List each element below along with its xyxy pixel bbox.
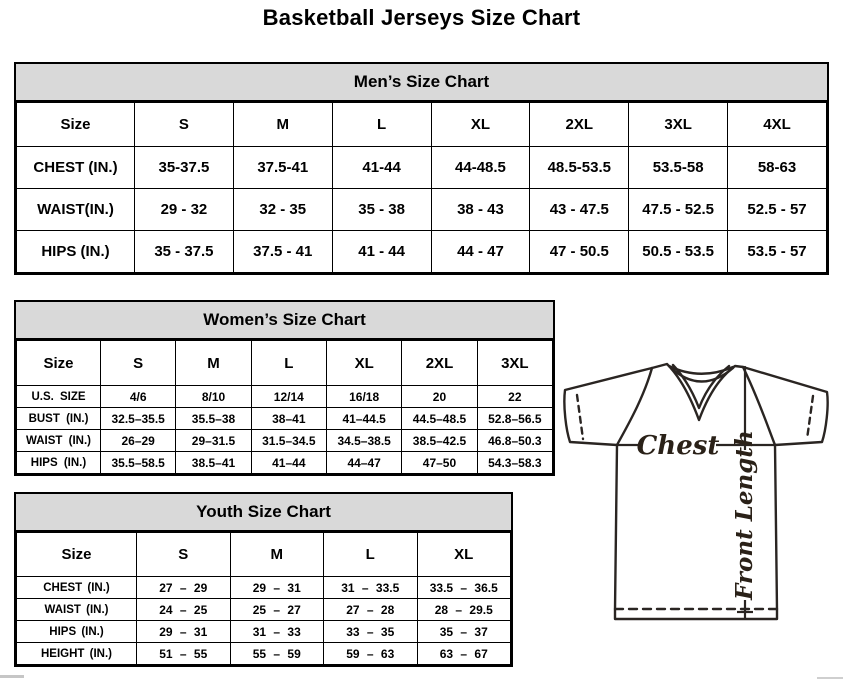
youth-cell: 31 – 33 (230, 621, 324, 643)
womens-cell: 35.5–38 (176, 408, 251, 430)
mens-row (17, 147, 827, 189)
mens-cell: 58-63 (728, 147, 827, 189)
mens-cell: 35 - 38 (332, 189, 431, 231)
womens-column-header: 2XL (402, 341, 477, 386)
youth-column-header: XL (417, 533, 511, 577)
mens-cell: 37.5-41 (233, 147, 332, 189)
womens-cell: 4/6 (101, 386, 176, 408)
womens-header-row (17, 341, 553, 386)
womens-column-header: M (176, 341, 251, 386)
womens-chart-title: Women’s Size Chart (16, 302, 553, 340)
youth-row-label: HIPS (IN.) (17, 621, 137, 643)
youth-cell: 29 – 31 (230, 577, 324, 599)
womens-cell: 38.5–42.5 (402, 430, 477, 452)
womens-cell: 54.3–58.3 (477, 452, 552, 474)
left-cuff-dashed-line (577, 395, 583, 439)
mens-row (17, 231, 827, 273)
womens-cell: 44.5–48.5 (402, 408, 477, 430)
womens-cell: 26–29 (101, 430, 176, 452)
youth-cell: 27 – 29 (137, 577, 231, 599)
womens-cell: 32.5–35.5 (101, 408, 176, 430)
mens-cell: 37.5 - 41 (233, 231, 332, 273)
youth-row-label: CHEST (IN.) (17, 577, 137, 599)
youth-size-table (16, 532, 511, 665)
mens-column-header: Size (17, 103, 135, 147)
youth-row (17, 599, 511, 621)
youth-cell: 35 – 37 (417, 621, 511, 643)
mens-cell: 44-48.5 (431, 147, 530, 189)
womens-size-table (16, 340, 553, 474)
womens-cell: 44–47 (326, 452, 401, 474)
youth-row (17, 621, 511, 643)
womens-column-header: XL (326, 341, 401, 386)
chest-label: Chest (636, 431, 720, 461)
youth-row (17, 577, 511, 599)
youth-cell: 28 – 29.5 (417, 599, 511, 621)
youth-cell: 63 – 67 (417, 643, 511, 665)
mens-row-label: HIPS (IN.) (17, 231, 135, 273)
womens-cell: 35.5–58.5 (101, 452, 176, 474)
youth-cell: 31 – 33.5 (324, 577, 418, 599)
womens-cell: 31.5–34.5 (251, 430, 326, 452)
womens-row-label: HIPS (IN.) (17, 452, 101, 474)
youth-cell: 29 – 31 (137, 621, 231, 643)
youth-cell: 33.5 – 36.5 (417, 577, 511, 599)
womens-column-header: Size (17, 341, 101, 386)
mens-chart-title: Men’s Size Chart (16, 64, 827, 102)
womens-cell: 22 (477, 386, 552, 408)
youth-row-label: WAIST (IN.) (17, 599, 137, 621)
youth-column-header: M (230, 533, 324, 577)
mens-cell: 47.5 - 52.5 (629, 189, 728, 231)
mens-cell: 41 - 44 (332, 231, 431, 273)
mens-column-header: L (332, 103, 431, 147)
mens-header-row (17, 103, 827, 147)
womens-cell: 46.8–50.3 (477, 430, 552, 452)
mens-row (17, 189, 827, 231)
womens-cell: 29–31.5 (176, 430, 251, 452)
youth-cell: 51 – 55 (137, 643, 231, 665)
womens-row-label: BUST (IN.) (17, 408, 101, 430)
womens-column-header: S (101, 341, 176, 386)
womens-cell: 41–44 (251, 452, 326, 474)
mens-cell: 29 - 32 (135, 189, 234, 231)
womens-cell: 41–44.5 (326, 408, 401, 430)
womens-cell: 34.5–38.5 (326, 430, 401, 452)
right-cuff-dashed-line (807, 396, 813, 439)
womens-row (17, 408, 553, 430)
womens-cell: 20 (402, 386, 477, 408)
womens-row (17, 386, 553, 408)
mens-column-header: 3XL (629, 103, 728, 147)
youth-column-header: S (137, 533, 231, 577)
mens-cell: 47 - 50.5 (530, 231, 629, 273)
womens-cell: 38.5–41 (176, 452, 251, 474)
womens-row (17, 430, 553, 452)
mens-cell: 41-44 (332, 147, 431, 189)
scrollbar-fragment-left (0, 675, 24, 678)
mens-cell: 35 - 37.5 (135, 231, 234, 273)
womens-cell: 47–50 (402, 452, 477, 474)
womens-column-header: 3XL (477, 341, 552, 386)
page-title: Basketball Jerseys Size Chart (262, 5, 581, 30)
mens-column-header: 4XL (728, 103, 827, 147)
womens-row-label: WAIST (IN.) (17, 430, 101, 452)
mens-cell: 38 - 43 (431, 189, 530, 231)
mens-cell: 35-37.5 (135, 147, 234, 189)
womens-cell: 52.8–56.5 (477, 408, 552, 430)
womens-column-header: L (251, 341, 326, 386)
mens-cell: 44 - 47 (431, 231, 530, 273)
youth-row (17, 643, 511, 665)
youth-cell: 55 – 59 (230, 643, 324, 665)
youth-chart-title: Youth Size Chart (16, 494, 511, 532)
mens-column-header: 2XL (530, 103, 629, 147)
womens-row-label: U.S. SIZE (17, 386, 101, 408)
youth-cell: 27 – 28 (324, 599, 418, 621)
mens-cell: 52.5 - 57 (728, 189, 827, 231)
mens-cell: 50.5 - 53.5 (629, 231, 728, 273)
mens-row-label: CHEST (IN.) (17, 147, 135, 189)
youth-cell: 25 – 27 (230, 599, 324, 621)
youth-column-header: Size (17, 533, 137, 577)
youth-header-row (17, 533, 511, 577)
jersey-measurement-diagram (563, 360, 843, 658)
mens-column-header: XL (431, 103, 530, 147)
youth-cell: 24 – 25 (137, 599, 231, 621)
womens-size-chart (14, 300, 555, 476)
youth-cell: 59 – 63 (324, 643, 418, 665)
mens-cell: 53.5-58 (629, 147, 728, 189)
womens-cell: 8/10 (176, 386, 251, 408)
mens-size-chart (14, 62, 829, 275)
youth-cell: 33 – 35 (324, 621, 418, 643)
front-length-label: Front Length (731, 430, 758, 600)
youth-size-chart (14, 492, 513, 667)
youth-row-label: HEIGHT (IN.) (17, 643, 137, 665)
mens-size-table (16, 102, 827, 273)
mens-cell: 53.5 - 57 (728, 231, 827, 273)
womens-cell: 12/14 (251, 386, 326, 408)
mens-cell: 43 - 47.5 (530, 189, 629, 231)
mens-cell: 48.5-53.5 (530, 147, 629, 189)
womens-cell: 38–41 (251, 408, 326, 430)
mens-column-header: S (135, 103, 234, 147)
youth-column-header: L (324, 533, 418, 577)
womens-cell: 16/18 (326, 386, 401, 408)
mens-cell: 32 - 35 (233, 189, 332, 231)
mens-column-header: M (233, 103, 332, 147)
mens-row-label: WAIST(IN.) (17, 189, 135, 231)
womens-row (17, 452, 553, 474)
